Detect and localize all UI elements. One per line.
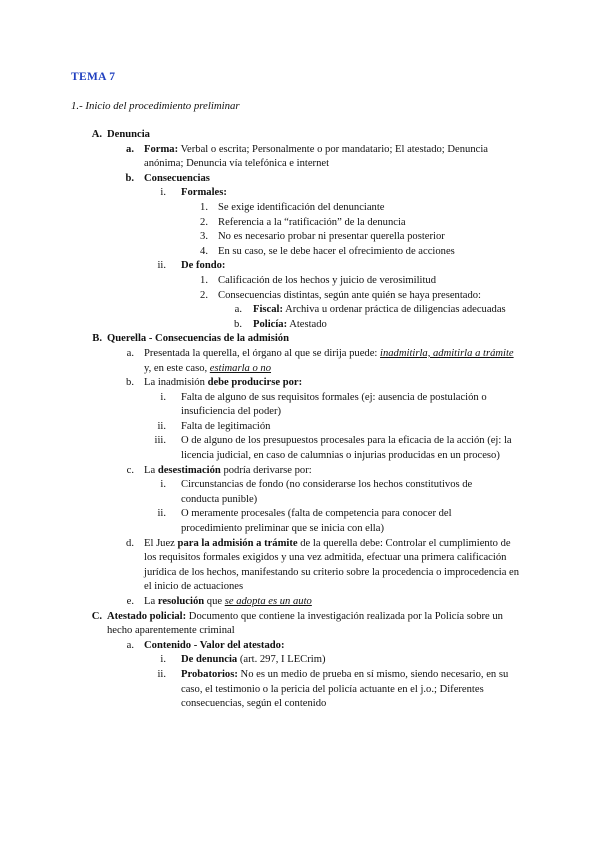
list-item: a. Fiscal: Archiva u ordenar práctica de diligencias adecuadas <box>234 304 506 316</box>
outline-item-B-c <box>0 464 600 479</box>
item-text: Presentada la querella, el órgano al que se dirija puede: inadmitirla, admitirla a trámite y, en este caso, estimarla o no <box>144 347 514 374</box>
list-item: ii. Falta de legitimación <box>157 420 271 432</box>
link-inadmitirla[interactable]: inadmitirla, admitirla a trámite <box>380 347 514 359</box>
outline-item-A <box>0 128 600 143</box>
list-item: i. Falta de alguno de sus requisitos formales (ej: ausencia de postulación o insuficiencia del poder) <box>160 391 487 418</box>
list-item: i. Circunstancias de fondo (no considerarse los hechos constitutivos de conducta punible) <box>160 479 473 505</box>
list-item: ii. O meramente procesales (falta de competencia para conocer del procedimiento preliminar que se inicia con ella) <box>157 508 452 535</box>
item-text: La inadmisión debe producirse por: <box>144 377 303 389</box>
list-label: e. <box>126 596 134 607</box>
item-text: La resolución que se adopta es un auto <box>144 596 312 607</box>
heading-consecuencias: Consecuencias <box>144 172 210 184</box>
item-text: El Juez para la admisión a trámite de la querella debe: Controlar el cumplimiento de los requisitos formales exigidos y una vez admitida, efectuar una primera calificación jurídica de los hechos, manifestando su criterio sobre la procedencia o improcedencia en el inicio de actuaciones <box>144 537 520 593</box>
outline-item-C <box>0 610 600 639</box>
item-text: Forma: Verbal o escrita; Personalmente o por mandatario; El atestado; Denuncia anónima; Denuncia vía telefónica e internet <box>144 143 488 170</box>
section-subtitle: 1.- Inicio del procedimiento preliminar <box>71 100 240 112</box>
outline-item-C-a <box>0 639 600 654</box>
outline-item-B <box>0 332 600 347</box>
list-item: 1. Se exige identificación del denunciante <box>200 201 385 213</box>
item-text: La desestimación podría derivarse por: <box>144 464 312 476</box>
document-title: TEMA 7 <box>71 71 116 83</box>
list-label: b. <box>126 377 134 389</box>
list-item: 2. Referencia a la “ratificación” de la denuncia <box>200 216 406 228</box>
outline-item-A-a <box>0 143 600 172</box>
list-label: i. <box>160 187 166 199</box>
list-item: ii. Probatorios: No es un medio de prueba en sí mismo, siendo necesario, en su caso, el testimonio o la pericia del policía actuante en el j.o.; Diferentes consecuencias, según el contenido <box>157 668 509 710</box>
list-item: 2. Consecuencias distintas, según ante quién se haya presentado: <box>200 289 482 301</box>
list-item: 3. No es necesario probar ni presentar querella posterior <box>200 231 445 243</box>
list-item: iii. O de alguno de los presupuestos procesales para la eficacia de la acción (ej: la licencia judicial, en caso de calumnias o injurias producidas en un proceso) <box>154 435 512 462</box>
list-item: b. Policía: Atestado <box>234 318 327 330</box>
outline-item-B-d <box>0 537 600 595</box>
list-label: a. <box>126 347 134 359</box>
item-text: Atestado policial: Documento que contiene la investigación realizada por la Policía sobre un hecho aparentemente criminal <box>107 610 503 637</box>
list-label: ii. <box>157 260 166 272</box>
outline-item-A-b <box>0 172 600 187</box>
list-item: 4. En su caso, se le debe hacer el ofrecimiento de acciones <box>200 245 455 257</box>
outline-item-A-b-i <box>0 186 600 201</box>
link-auto[interactable]: se adopta es un auto <box>224 596 312 607</box>
outline-item-B-a <box>0 347 600 376</box>
outline-item-B-b <box>0 376 600 391</box>
list-item: i. De denuncia (art. 297, I LECrim) <box>160 654 326 666</box>
heading-querella: Querella - Consecuencias de la admisión <box>107 333 289 345</box>
list-label: C. <box>91 610 102 622</box>
list-label: B. <box>92 333 102 345</box>
list-label: b. <box>125 172 134 184</box>
heading-denuncia: Denuncia <box>107 129 150 140</box>
list-label: c. <box>126 464 134 476</box>
list-label: d. <box>126 537 134 549</box>
list-label: A. <box>91 129 102 140</box>
link-estimarla[interactable]: estimarla o no <box>209 362 272 374</box>
list-label: a. <box>126 143 134 155</box>
list-item: 1. Calificación de los hechos y juicio de verosimilitud <box>200 274 437 286</box>
outline <box>0 128 600 712</box>
heading-de-fondo: De fondo: <box>181 260 226 272</box>
heading-contenido: Contenido - Valor del atestado: <box>144 639 285 651</box>
outline-item-A-b-ii <box>0 259 600 274</box>
outline-item-B-e <box>0 595 600 610</box>
heading-formales: Formales: <box>181 187 227 199</box>
list-label: a. <box>126 639 134 651</box>
